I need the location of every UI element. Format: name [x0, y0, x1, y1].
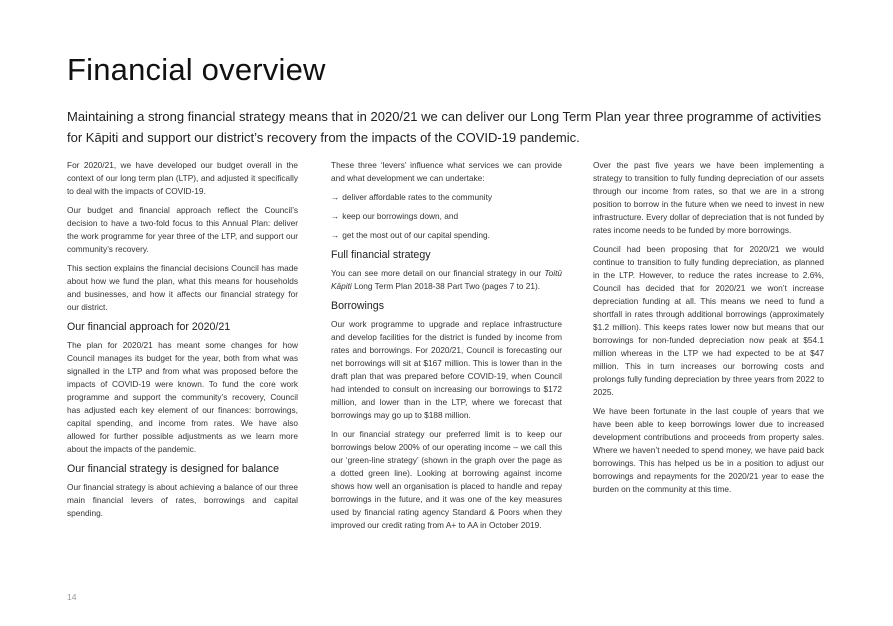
section-heading-strategy-balance: Our financial strategy is designed for balance	[67, 463, 279, 475]
list-item-text: keep our borrowings down, and	[342, 211, 459, 221]
column-3	[593, 159, 824, 502]
paragraph: We have been fortunate in the last couple of years that we have been able to keep borrowings lower due to increased development contributions and proceeds from property sales. Where we haven’t needed to spend money, we have paid back borrowings. This has helped us be in a position to adjust our borrowings and repayments for the 2020/21 year to ease the burden on the community at this time.	[593, 406, 824, 494]
list-item-text: deliver affordable rates to the community	[342, 192, 493, 202]
section-heading-full-strategy: Full financial strategy	[331, 249, 431, 261]
arrow-right-icon: →	[331, 192, 340, 202]
paragraph: This section explains the financial decisions Council has made about how we fund the plan, what this means for households and businesses, and how it affects our financial strategy for our district.	[67, 263, 298, 312]
levers-list	[331, 191, 562, 242]
text-run: Long Term Plan 2018-38 Part Two (pages 7 to 21).	[351, 281, 541, 291]
plan-title-italic: Toitū Kāpiti	[331, 268, 562, 291]
list-item	[331, 229, 562, 242]
intro-paragraph: Maintaining a strong financial strategy means that in 2020/21 we can deliver our Long Term Plan year three programme of activities for Kāpiti and support our district’s recovery from the impacts of the COVID-19 pandemic.	[67, 109, 822, 145]
paragraph	[331, 267, 562, 293]
list-item-text: get the most out of our capital spending.	[342, 230, 490, 240]
paragraph: Our work programme to upgrade and replace infrastructure and develop facilities for the district is funded by income from rates and borrowings. For 2020/21, Council is forecasting our net borrowings will sit at $167 million. This is lower than in the draft plan that was prepared before COVID-19, when Council had intended to consult on increasing our borrowings to $172 million, and lower than in the LTP, where we forecast that borrowings may go up to $188 million.	[331, 319, 562, 420]
list-item	[331, 191, 562, 204]
page-title: Financial overview	[67, 52, 326, 87]
paragraph: Our financial strategy is about achieving a balance of our three main financial levers of rates, borrowings and capital spending.	[67, 482, 298, 518]
arrow-right-icon: →	[331, 211, 340, 221]
column-2	[331, 159, 562, 538]
paragraph: The plan for 2020/21 has meant some changes for how Council manages its budget for the year, both from what was signalled in the LTP and from what was proposed before the impacts of COVID-19 were known. To fund the core work programme and support the community’s recovery, Council has adjusted each key element of our finances: borrowings, capital spending, and income from rates. We have also allowed for further possible adjustments as we learn more about the impacts of the pandemic.	[67, 340, 298, 454]
section-heading-borrowings: Borrowings	[331, 300, 384, 312]
section-heading-financial-approach: Our financial approach for 2020/21	[67, 321, 231, 333]
paragraph: Our budget and financial approach reflect the Council’s decision to have a two-fold focus to this Annual Plan: deliver the work programme for year three of the LTP, and support our community’s recovery.	[67, 205, 298, 254]
paragraph: These three ‘levers’ influence what services we can provide and what development we can undertake:	[331, 160, 562, 183]
text-run: You can see more detail on our financial strategy in our	[331, 268, 545, 278]
list-item	[331, 210, 562, 223]
paragraph: For 2020/21, we have developed our budget overall in the context of our long term plan (LTP), and adjusted it specifically to deal with the impacts of COVID-19.	[67, 160, 298, 196]
paragraph: Over the past five years we have been implementing a strategy to transition to fully funding depreciation of our assets through our income from rates, so that we are in a strong position to borrow in the future when we need to invest in new infrastructure. Every dollar of depreciation that is not funded by rates income needs to be funded by more borrowings.	[593, 160, 824, 235]
arrow-right-icon: →	[331, 230, 340, 240]
column-1	[67, 159, 298, 526]
paragraph: Council had been proposing that for 2020/21 we would continue to transition to fully funding depreciation, as planned in the LTP. However, to reduce the rates increase to 2.6%, Council has decided that for 2020/21 we won’t increase depreciation funding at all. This means we need to fund a shortfall in rates through additional borrowings (approximately $1.2 million). This keeps rates lower now but means that our borrowings for non-funded depreciation now peak at $54.1 million whereas in the LTP we had expected to be at $47 million. This in turn increases our borrowing costs and prolongs fully funding depreciation by three years from 2022 to 2025.	[593, 244, 824, 397]
page-number: 14	[67, 592, 77, 602]
paragraph: In our financial strategy our preferred limit is to keep our borrowings below 200% of our operating income – we call this our ‘green-line strategy’ (shown in the graph over the page as a dotted green line). Looking at borrowing against income shows how well an organisation is placed to handle and repay borrowings in the future, and it was one of the key measures used by financial rating agency Standard & Poors when they improved our credit rating from A+ to AA in October 2019.	[331, 429, 562, 530]
